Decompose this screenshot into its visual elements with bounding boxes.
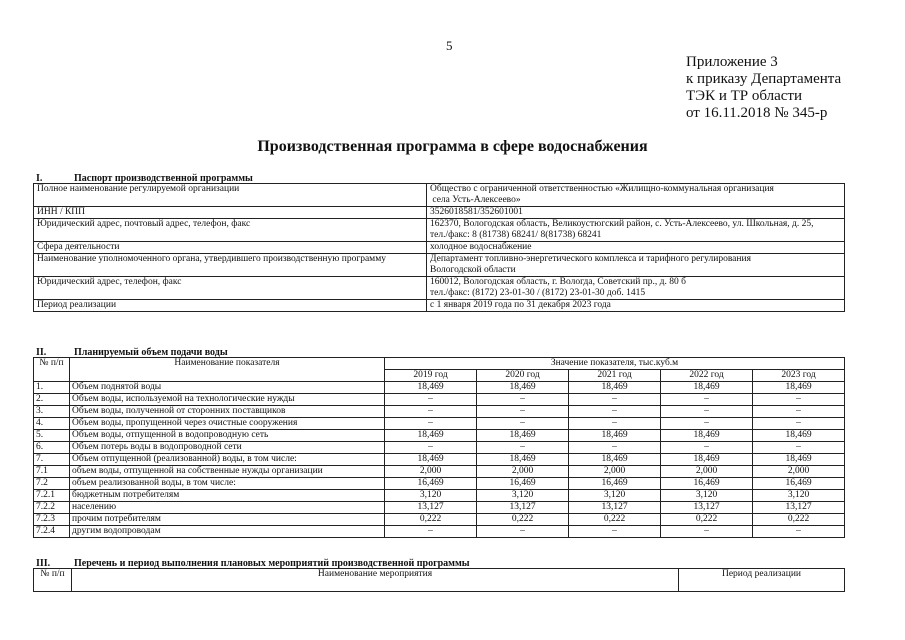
row-number: 7.2.1 [34,490,70,502]
header-row [34,358,845,370]
indicator-value: 18,469 [569,454,661,466]
col-header-name: Наименование показателя [70,358,385,382]
header-row [34,569,845,592]
indicator-value: – [477,406,569,418]
indicator-name: объем реализованной воды, в том числе: [70,478,385,490]
passport-value-line: села Усть-Алексеево» [430,195,521,205]
indicator-value: 0,222 [385,514,477,526]
indicator-value: – [661,418,753,430]
year-header: 2023 год [753,370,845,382]
col-header-period: Период реализации [679,569,845,592]
table-row [34,394,845,406]
row-number: 7.2.2 [34,502,70,514]
indicator-value: – [753,418,845,430]
row-number: 6. [34,442,70,454]
row-number: 7.2.4 [34,526,70,538]
indicator-value: – [385,406,477,418]
indicator-name: бюджетным потребителям [70,490,385,502]
passport-value-line: 3526018581/352601001 [430,207,523,217]
passport-value-line: 160012, Вологодская область, г. Вологда, Советский пр., д. 80 б [430,277,686,287]
annex-block [686,54,841,122]
indicator-value: 2,000 [477,466,569,478]
annex-line: ТЭК и ТР области [686,88,802,104]
table-row [34,490,845,502]
indicator-value: – [661,406,753,418]
indicator-value: 18,469 [385,382,477,394]
passport-value [427,242,845,254]
indicator-value: 18,469 [477,382,569,394]
indicator-value: – [385,418,477,430]
indicator-value: 18,469 [753,454,845,466]
passport-value [427,254,845,277]
indicator-value: 2,000 [385,466,477,478]
indicator-name: другим водопроводам [70,526,385,538]
indicator-value: – [569,406,661,418]
indicator-value: – [477,418,569,430]
indicator-value: 13,127 [753,502,845,514]
indicator-value: – [569,442,661,454]
indicator-value: – [477,526,569,538]
section-number: III. [36,558,51,569]
table-row [34,382,845,394]
indicator-value: 13,127 [477,502,569,514]
indicator-value: – [569,526,661,538]
indicator-value: 13,127 [569,502,661,514]
passport-row [34,277,845,300]
measures-table [33,568,845,592]
indicator-value: – [661,394,753,406]
passport-value [427,277,845,300]
section-title: Перечень и период выполнения плановых мероприятий производственной программы [74,558,470,569]
section-title: Паспорт производственной программы [74,173,253,184]
indicator-value: 18,469 [569,382,661,394]
indicator-value: 3,120 [385,490,477,502]
indicator-value: 2,000 [569,466,661,478]
annex-line: Приложение 3 [686,54,778,70]
indicator-value: 18,469 [753,382,845,394]
indicator-value: 16,469 [385,478,477,490]
passport-value [427,184,845,207]
table-row [34,514,845,526]
col-header-value: Значение показателя, тыс.куб.м [385,358,845,370]
indicator-name: Объем потерь воды в водопроводной сети [70,442,385,454]
water-volume-table [33,357,845,538]
col-header-number: № п/п [34,569,72,592]
annex-line: от 16.11.2018 № 345-р [686,105,828,121]
indicator-value: 18,469 [661,382,753,394]
passport-row [34,184,845,207]
table-row [34,418,845,430]
indicator-value: – [477,442,569,454]
indicator-value: 16,469 [569,478,661,490]
indicator-value: 18,469 [385,430,477,442]
indicator-value: 13,127 [385,502,477,514]
row-number: 5. [34,430,70,442]
passport-value-line: тел./факс: 8 (81738) 68241/ 8(81738) 68241 [430,230,602,240]
passport-value [427,219,845,242]
passport-value [427,300,845,312]
indicator-value: – [569,418,661,430]
passport-table [33,183,845,312]
passport-label: ИНН / КПП [34,207,427,219]
indicator-value: – [661,442,753,454]
row-number: 7.2 [34,478,70,490]
passport-label: Юридический адрес, телефон, факс [34,277,427,300]
col-header-number: № п/п [34,358,70,382]
indicator-value: 0,222 [477,514,569,526]
table-row [34,478,845,490]
page-number: 5 [446,38,453,53]
col-header-name: Наименование мероприятия [72,569,679,592]
indicator-value: 18,469 [385,454,477,466]
indicator-value: 3,120 [661,490,753,502]
row-number: 1. [34,382,70,394]
passport-value-line: Департамент топливно-энергетического комплекса и тарифного регулирования [430,254,751,264]
passport-value [427,207,845,219]
indicator-name: прочим потребителям [70,514,385,526]
indicator-name: Объем воды, используемой на технологические нужды [70,394,385,406]
year-header: 2021 год [569,370,661,382]
row-number: 2. [34,394,70,406]
year-header: 2020 год [477,370,569,382]
indicator-value: 3,120 [477,490,569,502]
indicator-value: 16,469 [753,478,845,490]
indicator-value: 13,127 [661,502,753,514]
row-number: 7.1 [34,466,70,478]
indicator-value: 3,120 [753,490,845,502]
indicator-name: населению [70,502,385,514]
passport-value-line: с 1 января 2019 года по 31 декабря 2023 года [430,300,611,310]
passport-row [34,254,845,277]
passport-label: Период реализации [34,300,427,312]
indicator-value: 18,469 [477,430,569,442]
indicator-value: – [569,394,661,406]
indicator-value: 18,469 [661,430,753,442]
passport-row [34,300,845,312]
indicator-value: 2,000 [753,466,845,478]
indicator-value: – [385,526,477,538]
table-row [34,466,845,478]
table-row [34,454,845,466]
indicator-value: – [753,442,845,454]
section-number: II. [36,347,47,358]
indicator-value: 18,469 [661,454,753,466]
passport-label: Полное наименование регулируемой организации [34,184,427,207]
indicator-value: 0,222 [661,514,753,526]
passport-label: Сфера деятельности [34,242,427,254]
document-title: Производственная программа в сфере водоснабжения [257,138,648,155]
row-number: 7. [34,454,70,466]
indicator-value: 3,120 [569,490,661,502]
passport-value-line: 162370, Вологодская область, Великоустюгский район, с. Усть-Алексеево, ул. Школьная, д. 25, [430,219,814,229]
indicator-value: 0,222 [753,514,845,526]
passport-row [34,219,845,242]
passport-row [34,242,845,254]
indicator-value: – [385,394,477,406]
passport-label: Наименование уполномоченного органа, утвердившего производственную программу [34,254,427,277]
indicator-value: – [385,442,477,454]
table-row [34,526,845,538]
passport-value-line: тел./факс: (8172) 23-01-30 / (8172) 23-01-30 доб. 1415 [430,288,646,298]
table-row [34,430,845,442]
annex-line: к приказу Департамента [686,71,842,87]
passport-value-line: Общество с ограниченной ответственностью «Жилищно-коммунальная организация [430,184,774,194]
indicator-name: Объем поднятой воды [70,382,385,394]
passport-value-line: Вологодской области [430,265,516,275]
indicator-value: – [753,394,845,406]
section-title: Планируемый объем подачи воды [74,347,228,358]
indicator-value: 0,222 [569,514,661,526]
passport-row [34,207,845,219]
passport-value-line: холодное водоснабжение [430,242,532,252]
indicator-value: – [477,394,569,406]
indicator-name: Объем воды, полученной от сторонних поставщиков [70,406,385,418]
indicator-name: Объем отпущенной (реализованной) воды, в том числе: [70,454,385,466]
indicator-value: 16,469 [661,478,753,490]
row-number: 3. [34,406,70,418]
indicator-value: 18,469 [569,430,661,442]
section-number: I. [36,173,43,184]
indicator-value: – [753,526,845,538]
year-header: 2022 год [661,370,753,382]
indicator-name: Объем воды, отпущенной в водопроводную сеть [70,430,385,442]
table-row [34,406,845,418]
row-number: 4. [34,418,70,430]
row-number: 7.2.3 [34,514,70,526]
indicator-value: 18,469 [753,430,845,442]
table-row [34,442,845,454]
table-row [34,502,845,514]
indicator-value: – [753,406,845,418]
indicator-name: объем воды, отпущенной на собственные нужды организации [70,466,385,478]
indicator-name: Объем воды, пропущенной через очистные сооружения [70,418,385,430]
indicator-value: – [661,526,753,538]
indicator-value: 18,469 [477,454,569,466]
indicator-value: 2,000 [661,466,753,478]
passport-label: Юридический адрес, почтовый адрес, телефон, факс [34,219,427,242]
year-header: 2019 год [385,370,477,382]
indicator-value: 16,469 [477,478,569,490]
